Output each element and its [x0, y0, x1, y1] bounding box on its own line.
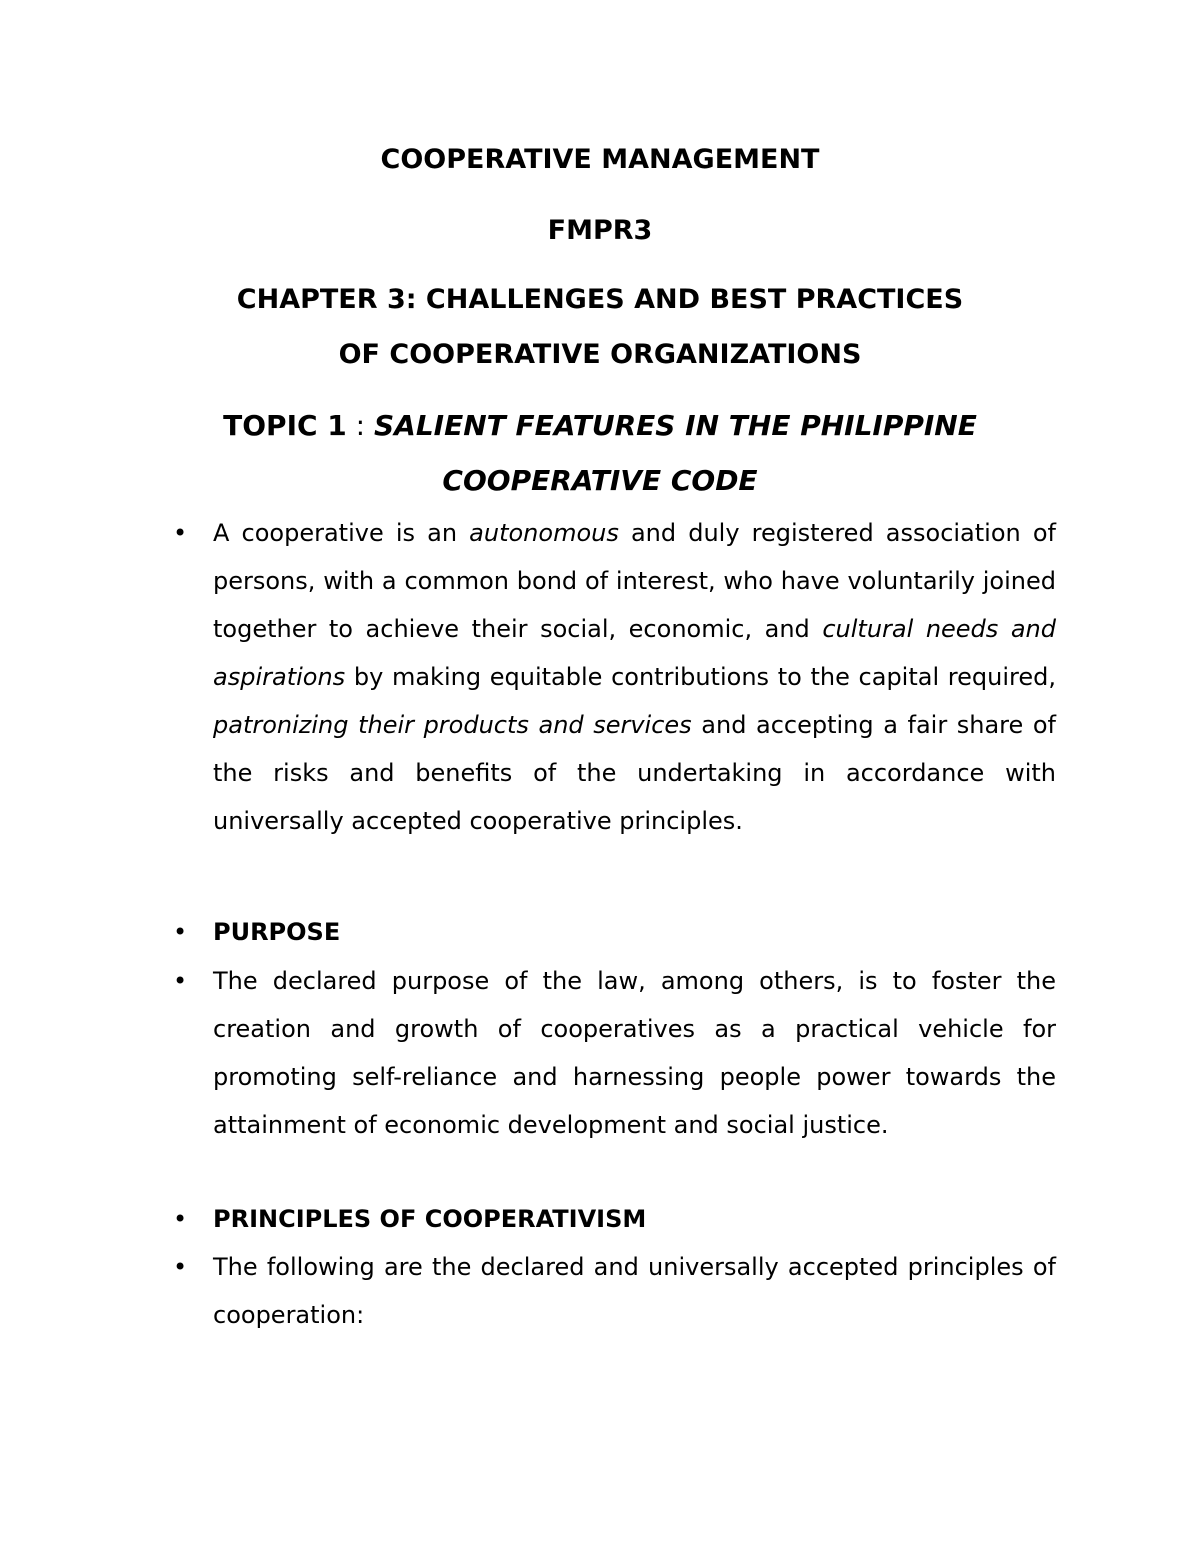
topic-heading-line-1 — [0, 410, 1200, 442]
bullet-icon: • — [173, 1253, 188, 1281]
course-code: FMPR3 — [547, 215, 653, 246]
principles-paragraph: The following are the declared and universally accepted principles of cooperation: — [213, 1253, 1056, 1329]
definition-text-3: by making equitable contributions to the capital required, — [345, 663, 1056, 691]
principles-heading: PRINCIPLES OF COOPERATIVISM — [213, 1205, 647, 1233]
list-item-purpose-text — [173, 957, 1056, 1149]
topic-heading-line-2 — [0, 465, 1200, 497]
chapter-heading-line-1: CHAPTER 3: CHALLENGES AND BEST PRACTICES — [236, 284, 964, 315]
topic-title-part-1: SALIENT FEATURES IN THE PHILIPPINE — [374, 409, 977, 442]
list-item-principles-text — [173, 1243, 1056, 1339]
purpose-heading: PURPOSE — [213, 918, 341, 946]
definition-text-1: A cooperative is an — [213, 519, 470, 547]
definition-paragraph — [213, 509, 1056, 845]
definition-text-2: and duly registered association of persons, with a common bond of interest, who have voluntarily joined together to achieve their social, economic, and — [213, 519, 1056, 643]
topic-title-part-2: COOPERATIVE CODE — [442, 464, 758, 497]
list-item-definition — [173, 509, 1056, 845]
definition-emphasis-autonomous: autonomous — [469, 519, 619, 547]
definition-emphasis-cultural-needs: cultural needs and aspirations — [213, 615, 1056, 691]
bullet-icon: • — [173, 1205, 188, 1233]
bullet-icon: • — [173, 918, 188, 946]
list-item-principles-heading — [173, 1195, 1056, 1243]
document-title: COOPERATIVE MANAGEMENT — [380, 144, 820, 175]
chapter-heading-line-2: OF COOPERATIVE ORGANIZATIONS — [338, 339, 862, 370]
topic-colon: : — [346, 409, 374, 442]
definition-emphasis-patronizing: patronizing their products and services — [213, 711, 692, 739]
list-item-purpose-heading — [173, 908, 1056, 956]
purpose-paragraph: The declared purpose of the law, among others, is to foster the creation and growth of cooperatives as a practical vehicle for promoting self-reliance and harnessing people power towards the attainment of economic development and social justice. — [213, 967, 1056, 1139]
bullet-icon: • — [173, 519, 188, 547]
topic-prefix: TOPIC 1 — [223, 409, 347, 442]
bullet-icon: • — [173, 967, 188, 995]
definition-text-4: and accepting a fair share of the risks and benefits of the undertaking in accordance with universally accepted cooperative principles. — [213, 711, 1056, 835]
